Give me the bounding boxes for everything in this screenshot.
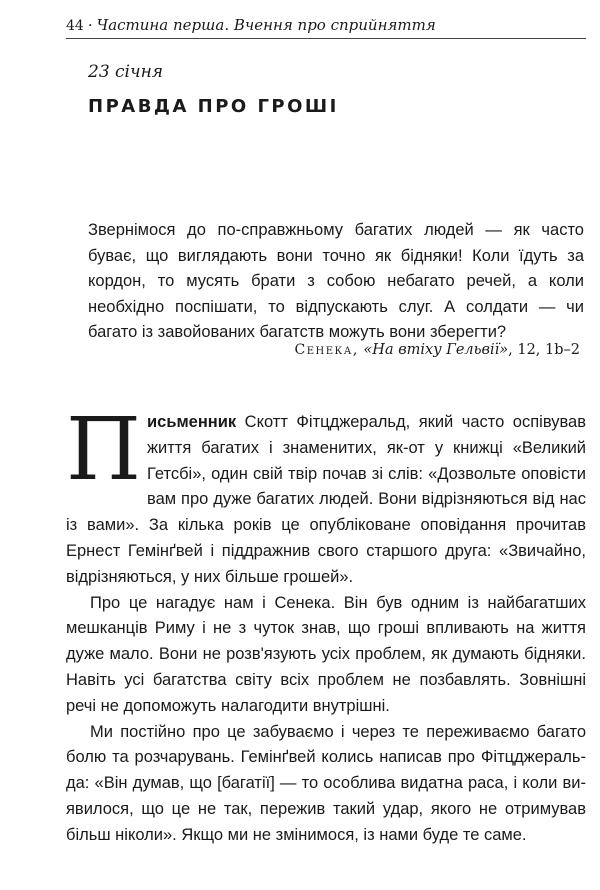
entry-title: ПРАВДА ПРО ГРОШІ bbox=[88, 96, 339, 117]
paragraph-1 bbox=[66, 400, 586, 591]
page-number: 44 bbox=[66, 18, 84, 34]
header-rule bbox=[66, 38, 586, 39]
quote-reference: , 12, 1b–2 bbox=[508, 342, 580, 358]
entry-date: 23 січня bbox=[88, 62, 164, 82]
header-separator: · bbox=[87, 16, 93, 34]
quote-source bbox=[295, 342, 580, 358]
running-header bbox=[66, 16, 586, 34]
paragraph-2: Про це нагадує нам і Сенека. Він був одним із найбагатших мешканців Риму і не з чуток знав, що гроші впливають на життя дуже мало. Вони не розв'язують усіх проблем, як думають бідняки. Навіть усі багатства світу всіх проблем не позбавлять. Зовнішні речі не допоможуть налагодити внутрішні. bbox=[66, 593, 586, 715]
commentary bbox=[66, 400, 586, 849]
paragraph-1-text: Скотт Фітцджеральд, який часто оспівував життя багатих і знаменитих, як-от у книжці «Великий Гетсбі», один свій твір почав зі слів: «Дозвольте оповісти вам про дуже багатих людей. Вони відрізняються від нас із вами». За кілька років це опубліковане оповідання прочитав Ернест Гемінґвей і піддражнив свого старшого друга: «Звичайно, відрізняються, у них більше грошей». bbox=[66, 413, 586, 586]
epigraph-quote bbox=[88, 218, 584, 346]
lead-word: исьменник bbox=[147, 413, 237, 431]
quote-author: Сенека, bbox=[294, 342, 359, 358]
running-title: Частина перша. Вчення про сприйняття bbox=[96, 16, 436, 34]
drop-cap: П bbox=[66, 400, 141, 500]
quote-work: «На втіху Гельвії» bbox=[363, 342, 509, 358]
epigraph-text: Звернімося до по-справжньому багатих людей — як часто буває, що виглядають вони точно як бідняки! Коли їдуть за кордон, то мусять брати з собою небагато речей, а коли необхідно поспішати, то відпускають слуг. А солдати — чи багато із завойованих багатств можуть вони зберегти? bbox=[88, 221, 584, 341]
paragraph-3: Ми постійно про це забуваємо і через те переживаємо багато болю та розчарувань. Гемінґвей колись написав про Фітцджеральда: «Він думав, що [багатії] — то особлива видатна раса, і коли виявилося, що це не так, пережив такий удар, якого не отримував більш ніколи». Якщо ми не змінимося, із нами буде те саме. bbox=[66, 722, 586, 844]
